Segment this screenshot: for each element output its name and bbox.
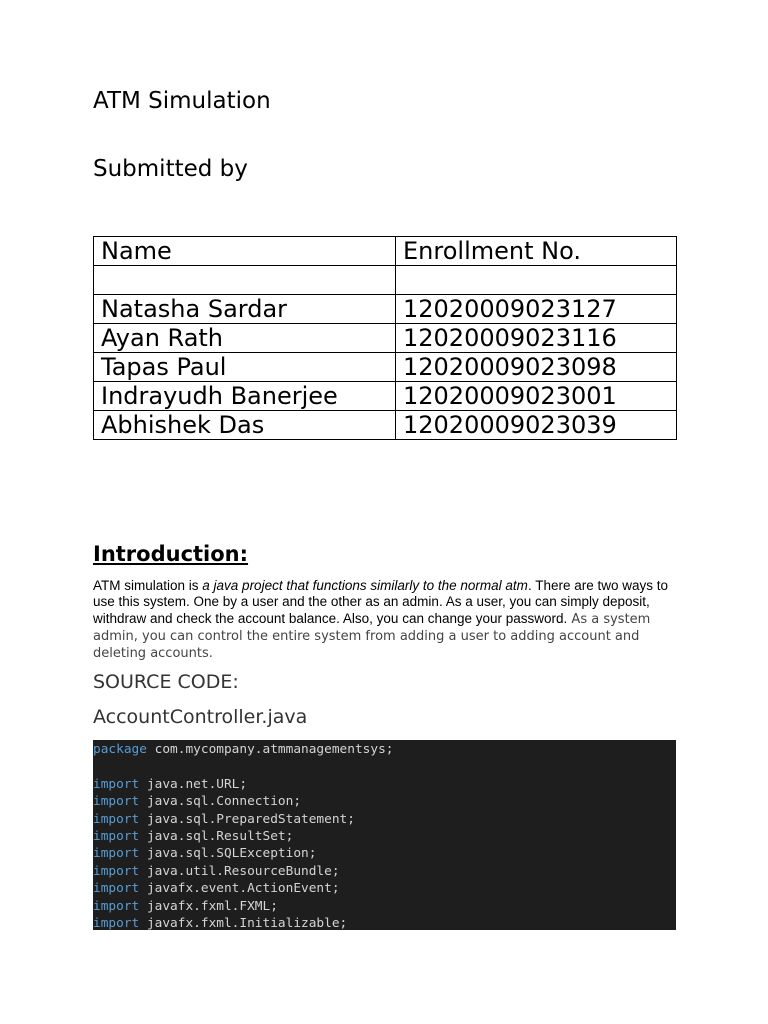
- student-name: Ayan Rath: [94, 324, 396, 353]
- enrollment-number: 12020009023098: [396, 353, 677, 382]
- code-line: [93, 828, 676, 845]
- code-text: java.sql.Connection;: [139, 794, 302, 810]
- code-keyword: import: [93, 915, 140, 930]
- code-keyword: import: [93, 898, 140, 914]
- code-keyword: import: [93, 794, 140, 810]
- submitted-by-label: Submitted by: [93, 156, 248, 182]
- column-header-enrollment: Enrollment No.: [396, 237, 677, 266]
- column-header-name: Name: [94, 237, 396, 266]
- source-code-label: SOURCE CODE:: [93, 671, 239, 693]
- enrollment-number: 12020009023127: [396, 295, 677, 324]
- code-keyword: import: [93, 828, 140, 844]
- file-name-label: AccountController.java: [93, 706, 308, 728]
- code-text: java.util.ResourceBundle;: [139, 863, 340, 879]
- table-row: [94, 411, 677, 440]
- code-line: [93, 880, 676, 897]
- students-table: [93, 236, 677, 440]
- enrollment-number: 12020009023116: [396, 324, 677, 353]
- code-line: [93, 741, 676, 758]
- intro-text-italic: a java project that functions similarly to the normal atm: [202, 578, 528, 593]
- intro-text-admin: As a system admin, you can control the entire system from adding a user to adding account and deleting accounts.: [93, 611, 651, 662]
- code-line: [93, 898, 676, 915]
- student-name: Natasha Sardar: [94, 295, 396, 324]
- introduction-heading: Introduction:: [93, 542, 249, 566]
- code-keyword: import: [93, 863, 140, 879]
- student-name: Abhishek Das: [94, 411, 396, 440]
- empty-cell: [396, 266, 677, 295]
- intro-text-start: ATM simulation is: [93, 578, 203, 593]
- code-line: [93, 793, 676, 810]
- code-line: [93, 845, 676, 862]
- code-line: [93, 758, 676, 775]
- student-name: Tapas Paul: [94, 353, 396, 382]
- code-text: java.sql.SQLException;: [139, 846, 317, 862]
- code-keyword: import: [93, 846, 140, 862]
- student-name: Indrayudh Banerjee: [94, 382, 396, 411]
- empty-cell: [94, 266, 396, 295]
- code-line: [93, 863, 676, 880]
- code-line: [93, 915, 676, 930]
- document-title: ATM Simulation: [93, 88, 271, 114]
- code-keyword: import: [93, 811, 140, 827]
- code-text: java.sql.PreparedStatement;: [139, 811, 355, 827]
- code-text: java.net.URL;: [139, 776, 248, 792]
- intro-text-continued: . There are two ways to use this system. One by a user and the other as an admin. As a user, you can simply deposit, withdraw and check the account balance. Also, you can change your password.: [93, 578, 668, 626]
- code-text: com.mycompany.atmmanagementsys;: [146, 742, 394, 757]
- code-keyword: import: [93, 881, 140, 897]
- code-line: [93, 776, 676, 793]
- code-text: javafx.event.ActionEvent;: [139, 881, 340, 897]
- table-header-row: [94, 237, 677, 266]
- table-row: [94, 324, 677, 353]
- code-text: java.sql.ResultSet;: [139, 828, 294, 844]
- code-keyword: import: [93, 776, 140, 792]
- code-keyword: package: [93, 742, 147, 757]
- code-block: [93, 740, 676, 930]
- enrollment-number: 12020009023039: [396, 411, 677, 440]
- table-row: [94, 353, 677, 382]
- table-row: [94, 382, 677, 411]
- table-row: [94, 295, 677, 324]
- code-line: [93, 811, 676, 828]
- enrollment-number: 12020009023001: [396, 382, 677, 411]
- introduction-paragraph: [93, 578, 683, 662]
- empty-row: [94, 266, 677, 295]
- code-text: javafx.fxml.Initializable;: [139, 915, 348, 930]
- code-text: javafx.fxml.FXML;: [139, 898, 278, 914]
